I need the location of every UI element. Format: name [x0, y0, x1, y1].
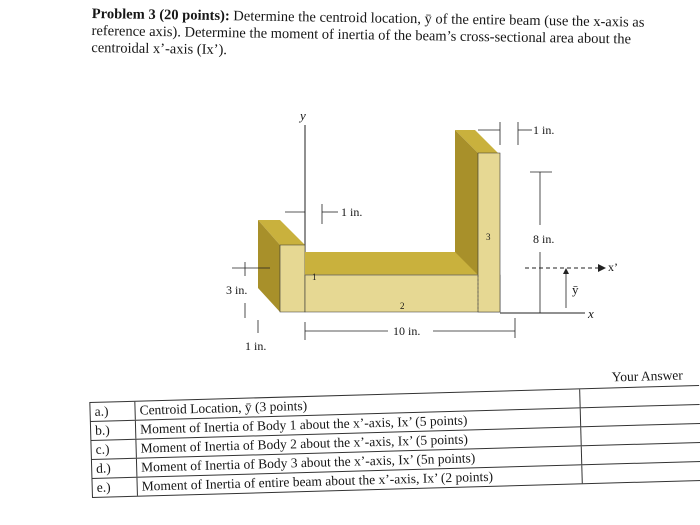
- top-thickness-label: 1 in.: [533, 123, 555, 137]
- row-letter: c.): [90, 440, 136, 459]
- answer-cell[interactable]: [582, 443, 700, 464]
- ybar-arrow: [563, 268, 569, 274]
- ybar-label: ȳ: [572, 282, 579, 297]
- answer-cell[interactable]: [581, 405, 700, 426]
- left-height-label: 3 in.: [226, 283, 248, 297]
- row-text: Moment of Inertia of Body 3 about the x’-axis, Ix’ (5n points): [137, 446, 582, 476]
- row-text: Moment of Inertia of Body 2 about the x’-axis, Ix’ (5 points): [136, 427, 581, 457]
- row-text: Moment of Inertia of Body 1 about the x’-axis, Ix’ (5 points): [136, 408, 581, 438]
- left-flange-face: [280, 245, 305, 312]
- answer-cell[interactable]: [581, 424, 700, 445]
- mid-thickness-label: 1 in.: [341, 205, 363, 219]
- y-axis-label: y: [300, 108, 306, 123]
- row-letter: d.): [91, 459, 137, 478]
- problem-heading: Problem 3 (20 points):: [91, 6, 230, 25]
- problem-text: Determine the centroid location, ȳ of the entire beam (use the x-axis as reference axis). Determine the moment of inertia of the beam’s cross-sectional area about the centroidal x’-axis (Ix’).: [91, 8, 645, 59]
- body-1-label: 1: [312, 272, 317, 282]
- answer-cell[interactable]: [580, 386, 699, 407]
- x-axis-label: x: [588, 306, 594, 321]
- right-web-side: [455, 130, 478, 275]
- row-letter: a.): [89, 402, 135, 421]
- x-prime-arrow: [598, 264, 606, 272]
- x-prime-label: x’: [608, 260, 618, 274]
- right-height-label: 8 in.: [533, 232, 555, 246]
- row-text: Moment of Inertia of entire beam about the x’-axis, Ix’ (2 points): [137, 465, 582, 495]
- answer-table: [89, 365, 700, 498]
- row-text: Centroid Location, ȳ (3 points): [135, 389, 580, 419]
- width-label: 10 in.: [393, 324, 421, 338]
- bottom-thickness-label: 1 in.: [245, 339, 267, 353]
- row-letter: b.): [90, 421, 136, 440]
- base-top: [305, 252, 480, 275]
- body-2-label: 2: [400, 301, 405, 311]
- answer-cell[interactable]: [582, 462, 700, 483]
- row-letter: e.): [91, 478, 137, 497]
- your-answer-heading: Your Answer: [611, 367, 684, 385]
- body-3-label: 3: [486, 232, 491, 242]
